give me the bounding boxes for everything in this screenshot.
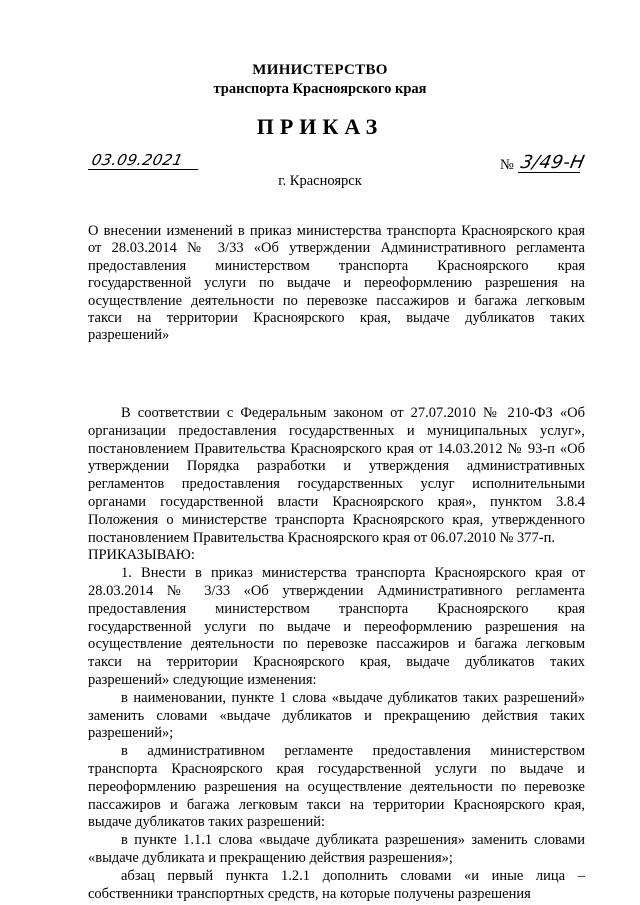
handwritten-date: 03.09.2021 [90, 151, 185, 169]
order-item-paragraph: в наименовании, пункте 1 слова «выдаче дубликатов таких разрешений» заменить словами «выдаче дубликатов и прекращению действия таких разрешений»; [88, 689, 585, 742]
order-item-paragraph: в пункте 1.1.1 слова «выдаче дубликата разрешения» заменить словами «выдаче дубликата и прекращению действия разрешения»; [88, 832, 585, 866]
handwritten-number: 3/49-Н [518, 152, 587, 173]
ministry-subtitle: транспорта Красноярского края [213, 81, 427, 97]
order-item-paragraph: 1. Внести в приказ министерства транспорта Красноярского края от 28.03.2014 № 3/33 «Об утверждении Административного регламента предоставления министерством транспорта Красноярского края государственной услуги по выдаче и переоформлению разрешения на осуществление деятельности по перевозке пассажиров и багажа легковым такси на территории Красноярского края, выдаче дубликатов таких разрешений» следующие изменения: [88, 565, 585, 688]
document-type-title: ПРИКАЗ [256, 114, 384, 139]
order-item-paragraph: в административном регламенте предоставления министерством транспорта Красноярского края государственной услуги по выдаче и переоформлению разрешения на осуществление деятельности по перевозке пассажиров и багажа легковым такси на территории Красноярского края, выдаче дубликатов таких разрешений: [88, 743, 585, 831]
order-item-paragraph: абзац первый пункта 1.2.1 дополнить словами «и иные лица – собственники транспортных средств, на которые получены разрешения [88, 867, 585, 902]
ministry-title: МИНИСТЕРСТВО [252, 62, 388, 78]
document-body [88, 405, 585, 903]
order-word: ПРИКАЗЫВАЮ: [88, 547, 195, 564]
date-underline [88, 169, 198, 170]
preamble-paragraph: В соответствии с Федеральным законом от 27.07.2010 № 210-ФЗ «Об организации предоставления государственных и муниципальных услуг», постановлением Правительства Красноярского края от 14.03.2012 № 93-п «Об утверждении Порядка разработки и утверждения административных регламентов предоставления государственных услуг исполнительными органами государственной власти Красноярского края», пунктом 3.8.4 Положения о министерстве транспорта Красноярского края, утвержденного постановлением Правительства Красноярского края от 06.07.2010 № 377-п. [88, 405, 585, 546]
city-line: г. Красноярск [278, 173, 362, 189]
subject-paragraph: О внесении изменений в приказ министерства транспорта Красноярского края от 28.03.2014 № 3/33 «Об утверждении Административного регламента предоставления министерством транспорта Красноярского края государственной услуги по выдаче и переоформлению разрешения на осуществление деятельности по перевозке пассажиров и багажа легковым такси на территории Красноярского края, выдаче дубликатов таких разрешений» [88, 223, 585, 344]
number-sign: № [500, 157, 514, 173]
